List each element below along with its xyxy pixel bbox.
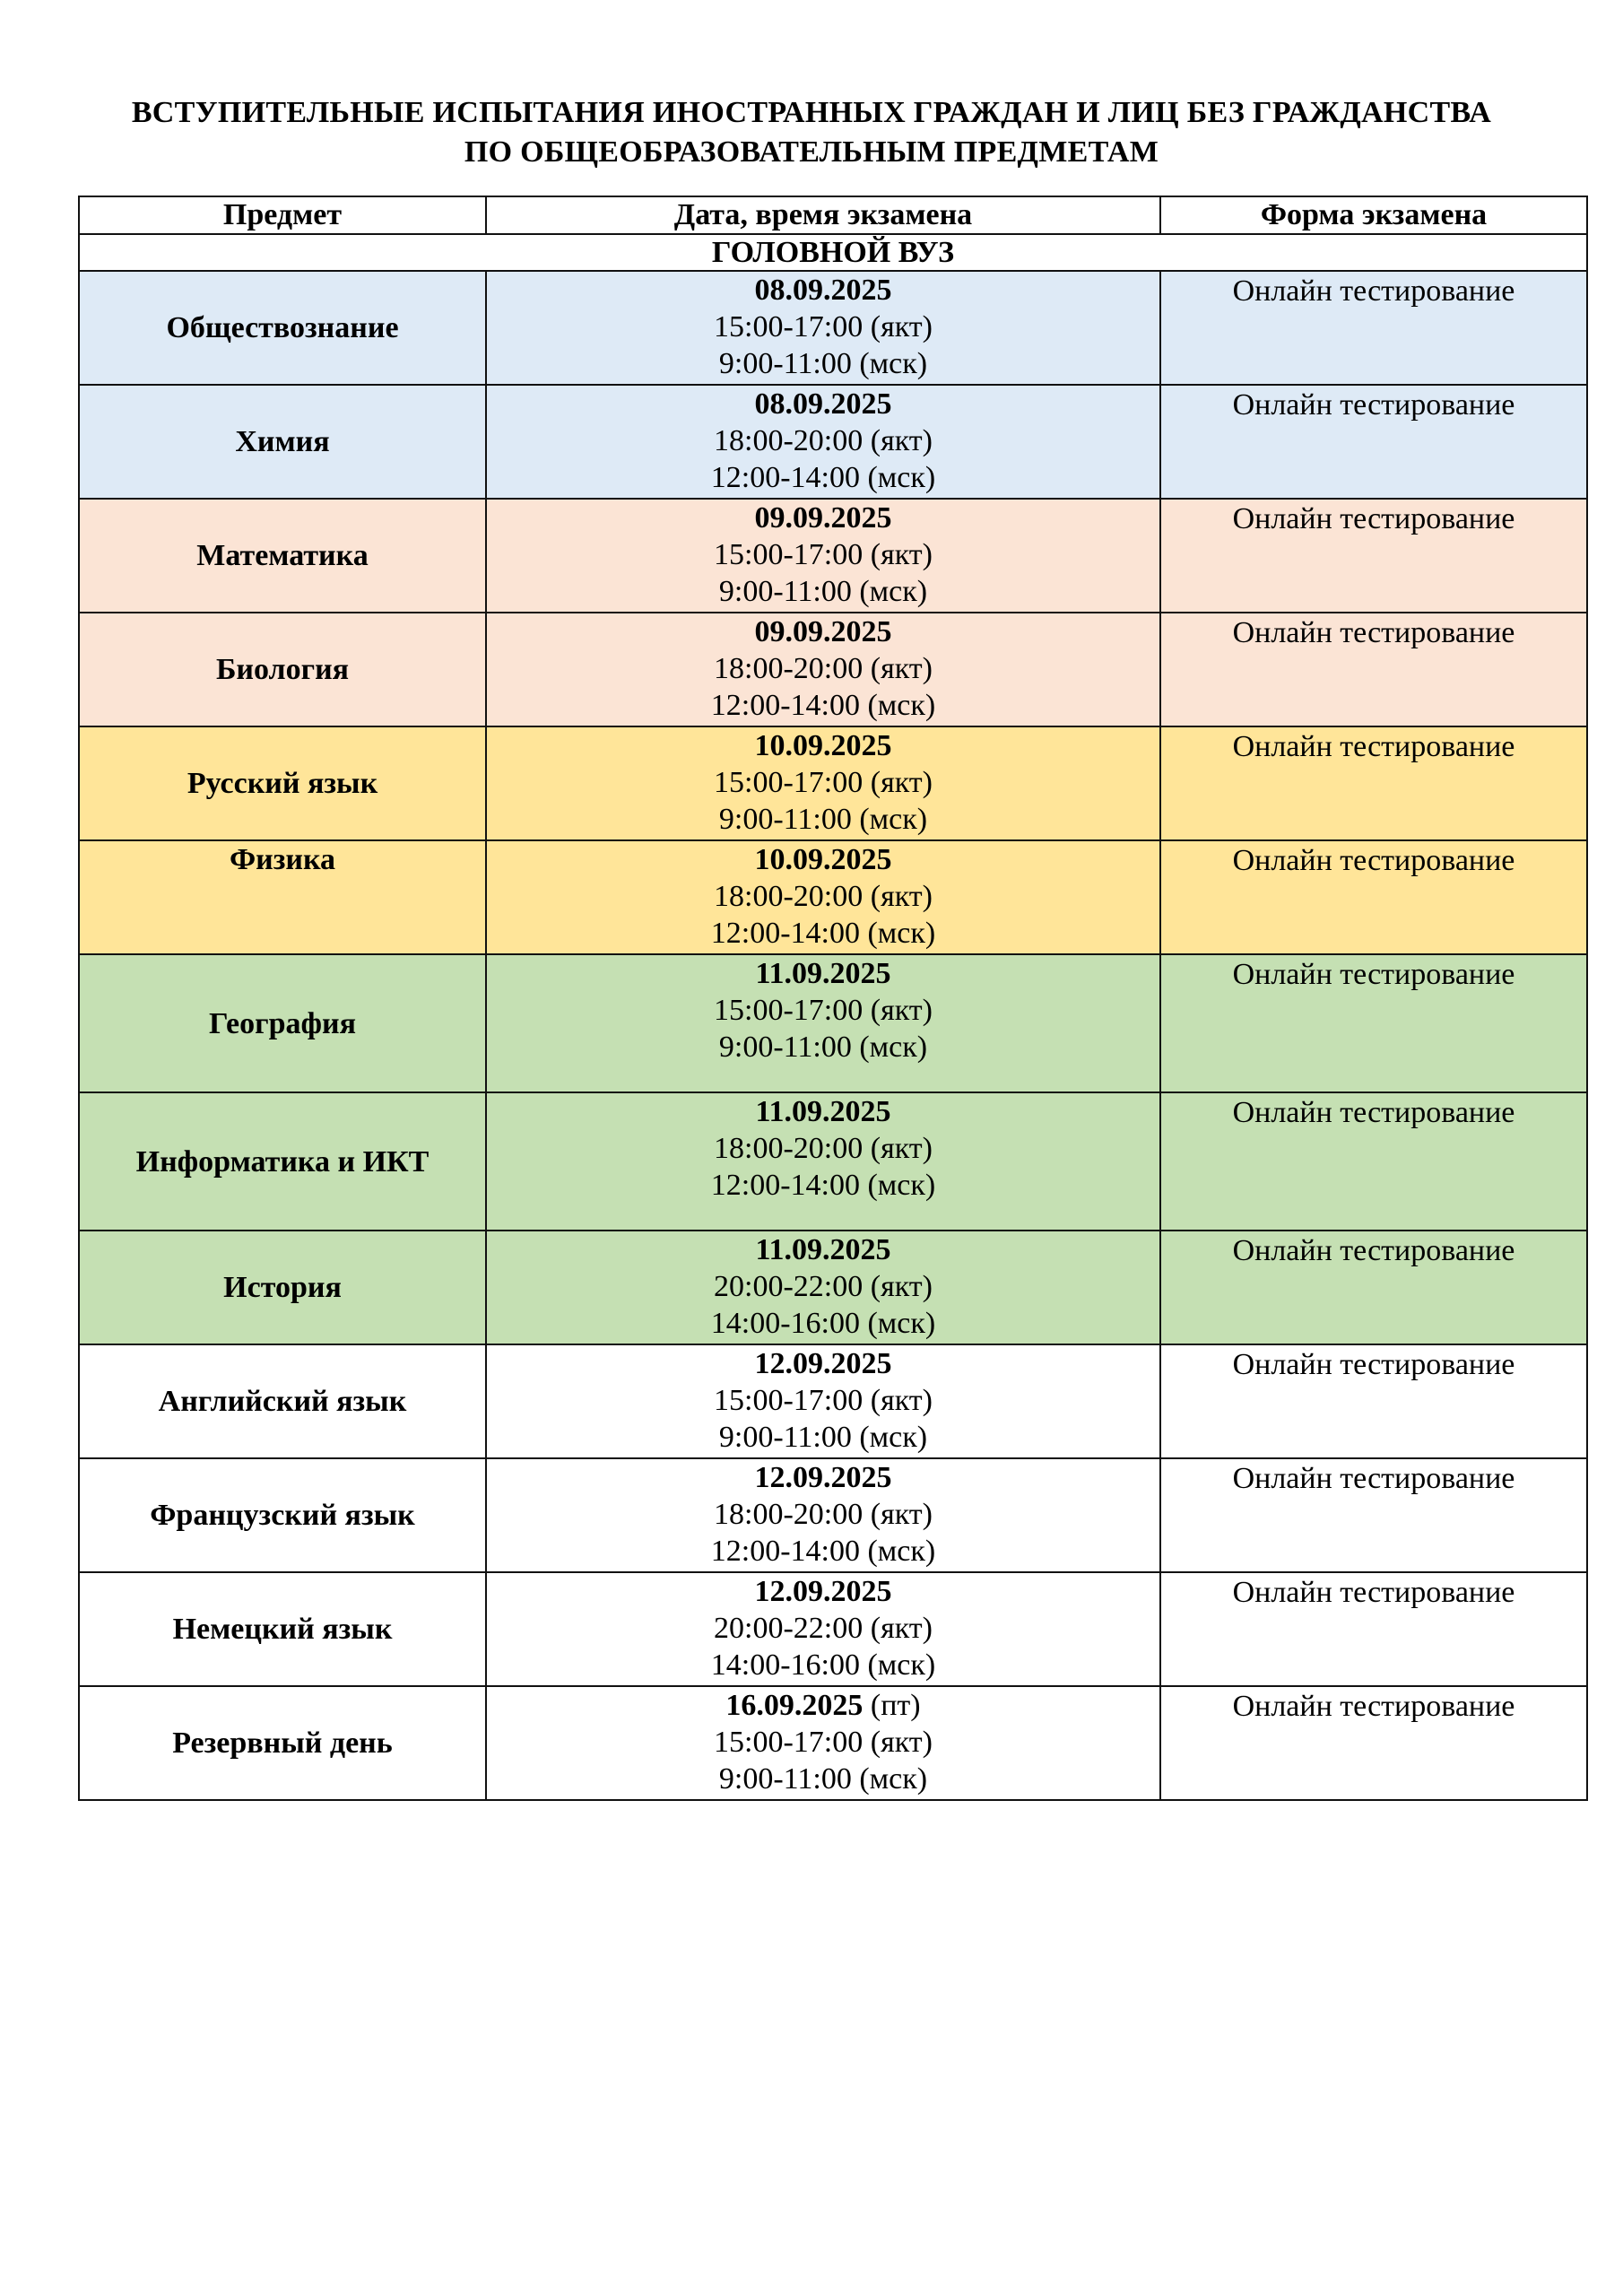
subject-cell: Немецкий язык	[79, 1572, 486, 1686]
exam-date: 11.09.2025	[755, 957, 891, 990]
time-ykt: 18:00-20:00 (якт)	[714, 1132, 933, 1165]
table-row	[79, 613, 1587, 726]
date-time-cell	[486, 1686, 1160, 1800]
table-row	[79, 1458, 1587, 1572]
subject-cell: Русский язык	[79, 726, 486, 840]
time-ykt: 20:00-22:00 (якт)	[714, 1612, 933, 1645]
exam-form-cell: Онлайн тестирование	[1160, 1686, 1587, 1800]
time-msk: 12:00-14:00 (мск)	[710, 917, 936, 950]
subject-cell: Информатика и ИКТ	[79, 1092, 486, 1231]
time-ykt: 15:00-17:00 (якт)	[714, 994, 933, 1027]
date-time-cell	[486, 726, 1160, 840]
exam-date: 11.09.2025	[755, 1233, 891, 1266]
time-ykt: 18:00-20:00 (якт)	[714, 424, 933, 457]
exam-date: 12.09.2025	[754, 1461, 892, 1494]
exam-date: 12.09.2025	[754, 1347, 892, 1380]
exam-date: 10.09.2025	[754, 729, 892, 762]
table-row	[79, 1092, 1587, 1231]
time-ykt: 18:00-20:00 (якт)	[714, 652, 933, 685]
exam-form-cell: Онлайн тестирование	[1160, 385, 1587, 499]
table-row	[79, 385, 1587, 499]
date-time-cell	[486, 499, 1160, 613]
date-time-cell	[486, 271, 1160, 385]
exam-form-cell: Онлайн тестирование	[1160, 1344, 1587, 1458]
header-date-time: Дата, время экзамена	[486, 196, 1160, 234]
time-msk: 14:00-16:00 (мск)	[710, 1648, 936, 1682]
time-ykt: 15:00-17:00 (якт)	[714, 1384, 933, 1417]
date-time-cell	[486, 1231, 1160, 1344]
exam-date: 12.09.2025	[754, 1575, 892, 1608]
time-msk: 14:00-16:00 (мск)	[710, 1307, 936, 1340]
time-msk: 9:00-11:00 (мск)	[718, 575, 928, 608]
exam-form-cell: Онлайн тестирование	[1160, 1572, 1587, 1686]
exam-date: 16.09.2025 (пт)	[725, 1689, 921, 1722]
subject-cell: География	[79, 954, 486, 1092]
table-row	[79, 954, 1587, 1092]
date-time-cell	[486, 385, 1160, 499]
time-msk: 12:00-14:00 (мск)	[710, 1169, 936, 1202]
time-msk: 12:00-14:00 (мск)	[710, 689, 936, 722]
subject-cell: Французский язык	[79, 1458, 486, 1572]
table-row	[79, 1231, 1587, 1344]
exam-date: 09.09.2025	[754, 615, 892, 648]
subject-cell: Химия	[79, 385, 486, 499]
time-msk: 9:00-11:00 (мск)	[718, 347, 928, 380]
date-time-cell	[486, 613, 1160, 726]
time-msk: 9:00-11:00 (мск)	[718, 1762, 928, 1796]
section-title: ГОЛОВНОЙ ВУЗ	[79, 234, 1587, 271]
title-line-1: ВСТУПИТЕЛЬНЫЕ ИСПЫТАНИЯ ИНОСТРАННЫХ ГРАЖДАН И ЛИЦ БЕЗ ГРАЖДАНСТВА	[131, 96, 1492, 129]
table-header-row	[79, 196, 1587, 234]
time-ykt: 18:00-20:00 (якт)	[714, 880, 933, 913]
section-row	[79, 234, 1587, 271]
subject-cell: История	[79, 1231, 486, 1344]
table-row	[79, 1572, 1587, 1686]
subject-cell: Резервный день	[79, 1686, 486, 1800]
exam-date: 08.09.2025	[754, 387, 892, 421]
exam-form-cell: Онлайн тестирование	[1160, 1092, 1587, 1231]
time-ykt: 15:00-17:00 (якт)	[714, 310, 933, 344]
subject-cell: Английский язык	[79, 1344, 486, 1458]
subject-cell: Обществознание	[79, 271, 486, 385]
date-time-cell	[486, 1344, 1160, 1458]
exam-form-cell: Онлайн тестирование	[1160, 1458, 1587, 1572]
exam-date: 08.09.2025	[754, 274, 892, 307]
exam-form-cell: Онлайн тестирование	[1160, 726, 1587, 840]
time-ykt: 20:00-22:00 (якт)	[714, 1270, 933, 1303]
exam-form-cell: Онлайн тестирование	[1160, 271, 1587, 385]
time-ykt: 15:00-17:00 (якт)	[714, 538, 933, 571]
table-row	[79, 271, 1587, 385]
date-time-cell	[486, 1458, 1160, 1572]
date-time-cell	[486, 1572, 1160, 1686]
title-line-2: ПО ОБЩЕОБРАЗОВАТЕЛЬНЫМ ПРЕДМЕТАМ	[464, 135, 1159, 169]
date-time-cell	[486, 840, 1160, 954]
day-of-week: (пт)	[870, 1689, 921, 1722]
time-msk: 12:00-14:00 (мск)	[710, 1535, 936, 1568]
exam-date: 11.09.2025	[755, 1095, 891, 1128]
exam-schedule-table	[78, 196, 1588, 1801]
time-ykt: 15:00-17:00 (якт)	[714, 766, 933, 799]
exam-date: 09.09.2025	[754, 501, 892, 535]
exam-date: 10.09.2025	[754, 843, 892, 876]
exam-form-cell: Онлайн тестирование	[1160, 954, 1587, 1092]
time-msk: 9:00-11:00 (мск)	[718, 1421, 928, 1454]
header-exam-form: Форма экзамена	[1160, 196, 1587, 234]
table-row	[79, 840, 1587, 954]
document-title	[0, 93, 1623, 172]
header-subject: Предмет	[79, 196, 486, 234]
exam-form-cell: Онлайн тестирование	[1160, 840, 1587, 954]
exam-form-cell: Онлайн тестирование	[1160, 499, 1587, 613]
time-ykt: 15:00-17:00 (якт)	[714, 1726, 933, 1759]
exam-form-cell: Онлайн тестирование	[1160, 613, 1587, 726]
time-ykt: 18:00-20:00 (якт)	[714, 1498, 933, 1531]
time-msk: 12:00-14:00 (мск)	[710, 461, 936, 494]
subject-cell: Математика	[79, 499, 486, 613]
time-msk: 9:00-11:00 (мск)	[718, 803, 928, 836]
time-msk: 9:00-11:00 (мск)	[718, 1031, 928, 1064]
table-row	[79, 499, 1587, 613]
subject-cell: Физика	[79, 840, 486, 954]
exam-form-cell: Онлайн тестирование	[1160, 1231, 1587, 1344]
subject-cell: Биология	[79, 613, 486, 726]
date-time-cell	[486, 1092, 1160, 1231]
table-row	[79, 726, 1587, 840]
table-row	[79, 1344, 1587, 1458]
table-row	[79, 1686, 1587, 1800]
date-time-cell	[486, 954, 1160, 1092]
